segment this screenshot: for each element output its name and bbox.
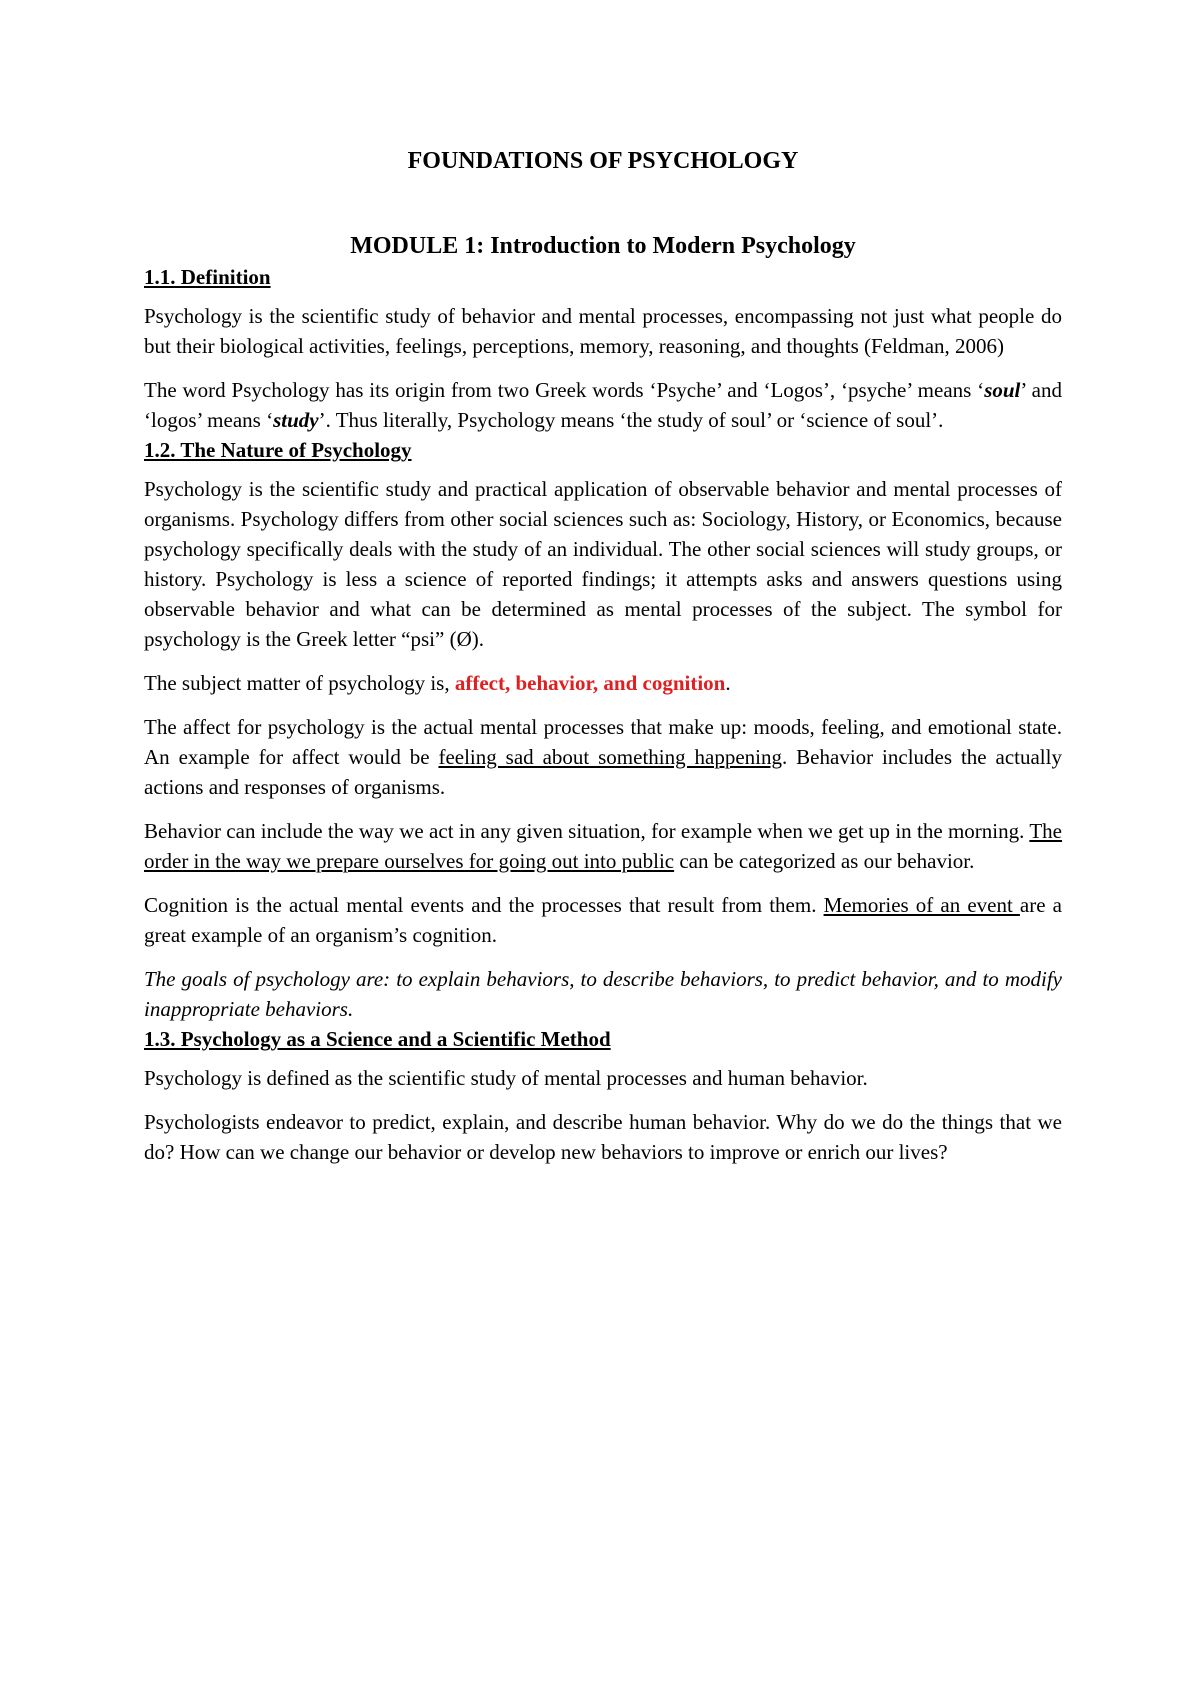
cognition-text-a: Cognition is the actual mental events and the processes that result from them. bbox=[144, 893, 824, 917]
definition-paragraph: Psychology is the scientific study of behavior and mental processes, encompassing not just what people do but their biological activities, feelings, perceptions, memory, reasoning, and thoughts (Feldman, 2006) bbox=[144, 304, 1062, 358]
goals-paragraph: The goals of psychology are: to explain behaviors, to describe behaviors, to predict behavior, and to modify inappropriate behaviors. bbox=[144, 967, 1062, 1021]
subject-matter-text-a: The subject matter of psychology is, bbox=[144, 671, 455, 695]
etymology-text-c: ’. Thus literally, Psychology means ‘the study of soul’ or ‘science of soul’. bbox=[318, 408, 944, 432]
document-title: FOUNDATIONS OF PSYCHOLOGY bbox=[407, 148, 799, 174]
soul-word: soul bbox=[984, 378, 1021, 402]
affect-example-underlined: feeling sad about something happening bbox=[438, 745, 783, 769]
behavior-paragraph bbox=[144, 816, 1062, 876]
nature-paragraph: Psychology is the scientific study and practical application of observable behavior and mental processes of organisms. Psychology differs from other social sciences such as: Sociology, History, or Economics, because psychology specifically deals with the study of an individual. The other social sciences will study groups, or history. Psychology is less a science of reported findings; it attempts asks and answers questions using observable behavior and what can be determined as mental processes of the subject. The symbol for psychology is the Greek letter “psi” (Ø). bbox=[144, 477, 1062, 651]
document-page bbox=[144, 145, 1062, 1167]
etymology-text-a: The word Psychology has its origin from two Greek words ‘Psyche’ and ‘Logos’, ‘psyche’ means ‘ bbox=[144, 378, 985, 402]
affect-text-a: The affect for psychology is the actual mental processes that make up: moods, feeling, and emotional state. An example for affect would be bbox=[144, 715, 1062, 769]
behavior-example-underlined: The order in the way we prepare ourselves for going out into public bbox=[144, 819, 1062, 873]
section-heading-nature: 1.2. The Nature of Psychology bbox=[144, 438, 412, 462]
behavior-text-b: can be categorized as our behavior. bbox=[674, 849, 975, 873]
science-definition-paragraph: Psychology is defined as the scientific study of mental processes and human behavior. bbox=[144, 1066, 868, 1090]
cognition-example-underlined: Memories of an event bbox=[823, 893, 1020, 917]
module-title: MODULE 1: Introduction to Modern Psychology bbox=[350, 233, 856, 259]
subject-matter-highlight: affect, behavior, and cognition bbox=[454, 671, 726, 695]
section-heading-definition: 1.1. Definition bbox=[144, 265, 271, 289]
affect-text-b: . Behavior includes the actually actions and responses of organisms. bbox=[144, 745, 1062, 799]
psychologists-paragraph: Psychologists endeavor to predict, explain, and describe human behavior. Why do we do the things that we do? How can we change our behavior or develop new behaviors to improve or enrich our lives? bbox=[144, 1110, 1062, 1164]
etymology-text-b: ’ and ‘logos’ means ‘ bbox=[144, 378, 1063, 432]
subject-matter-paragraph bbox=[144, 668, 1062, 698]
subject-matter-text-b: . bbox=[725, 671, 731, 695]
section-heading-science: 1.3. Psychology as a Science and a Scientific Method bbox=[144, 1027, 611, 1051]
cognition-paragraph bbox=[144, 890, 1062, 950]
affect-paragraph bbox=[144, 712, 1062, 802]
study-word: study bbox=[273, 408, 319, 432]
etymology-paragraph bbox=[144, 375, 1062, 435]
cognition-text-b: are a great example of an organism’s cognition. bbox=[144, 893, 1062, 947]
behavior-text-a: Behavior can include the way we act in any given situation, for example when we get up in the morning. bbox=[144, 819, 1030, 843]
